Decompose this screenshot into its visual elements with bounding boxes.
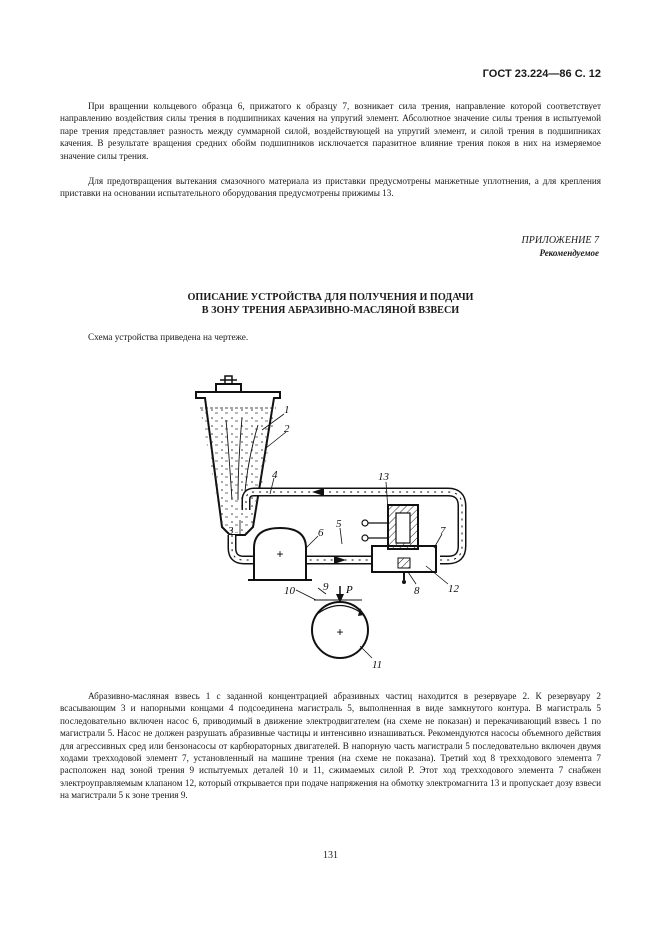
pump-plus: +: [276, 547, 284, 561]
label-1: 1: [284, 404, 290, 416]
label-11: 11: [372, 659, 383, 671]
page-header: ГОСТ 23.224—86 С. 12: [482, 68, 601, 80]
label-12: 12: [448, 583, 459, 595]
label-10: 10: [284, 585, 295, 597]
label-13: 13: [378, 471, 389, 483]
label-3: 3: [228, 525, 234, 537]
page-number: 131: [323, 850, 338, 861]
paragraph-1-text: При вращении кольцевого образца 6, прижатого к образцу 7, возникает сила трения, направление которой соответствует направлению воздействия силы трения в подшипниках качения на упругий элемент. Абсолютное значение силы трения в испытуемой паре трения представляет разность между суммарной силой, воздействующей на упругий элемент, и силой трения в подшипниках качения. В результате вращения средних обойм подшипников исключается паразитное влияние трения покоя в них на измеряемое значение силы трения.: [60, 101, 601, 161]
label-9: 9: [323, 581, 329, 593]
label-4: 4: [272, 469, 278, 481]
disc-plus: +: [336, 625, 344, 639]
label-6: 6: [318, 527, 324, 539]
paragraph-3: [60, 690, 601, 802]
reservoir: [196, 376, 280, 535]
force-label: P: [346, 584, 353, 596]
appendix-title: ПРИЛОЖЕНИЕ 7: [521, 235, 599, 246]
scheme-note: Схема устройства приведена на чертеже.: [88, 332, 249, 342]
section-title-line-1: ОПИСАНИЕ УСТРОЙСТВА ДЛЯ ПОЛУЧЕНИЯ И ПОДАЧИ: [187, 292, 474, 303]
three-way-element: [362, 505, 436, 584]
paragraph-2-text: Для предотвращения вытекания смазочного материала из приставки предусмотрены манжетные уплотнения, а для крепления приставки на основании испытательного оборудования предусмотрены прижимы 13.: [60, 176, 601, 199]
appendix-status: Рекомендуемое: [539, 248, 599, 258]
friction-pair: [312, 586, 368, 658]
section-title-line-2: В ЗОНУ ТРЕНИЯ АБРАЗИВНО-МАСЛЯНОЙ ВЗВЕСИ: [201, 304, 460, 316]
paragraph-3-text: Абразивно-масляная взвесь 1 с заданной концентрацией абразивных частиц находится в резервуаре 2. К резервуару 2 всасывающим 3 и напорными концами 4 подсоединена магистраль 5, выполненная в виде замкнутого контура. В магистраль 5 последовательно включен насос 6, приводимый в движение электродвигателем (на схеме не показан) и перекачивающий взвесь 1 по магистрали 5. Насос не должен разрушать абразивные частицы и интенсивно изнашиваться. Рекомендуются насосы объемного действия для агрессивных сред или бензонасосы от карбюраторных двигателей. В напорную часть магистрали 5 последовательно включен двумя ходами трехходовой элемент 7, установленный на машине трения (на схеме не показана). Третий ход 8 трехходового элемента 7 расположен над зоной трения 9 испытуемых деталей 10 и 11, сжимаемых силой P. Этот ход трехходового элемента 7 снабжен электроуправляемым клапаном 12, который открывается при подаче напряжения на обмотку электромагнита 13 и пропускает дозу взвеси на магистрали 5 к зоне трения 9.: [60, 691, 601, 801]
label-7: 7: [440, 525, 446, 537]
label-8: 8: [414, 585, 420, 597]
label-5: 5: [336, 518, 342, 530]
label-2: 2: [284, 423, 290, 435]
